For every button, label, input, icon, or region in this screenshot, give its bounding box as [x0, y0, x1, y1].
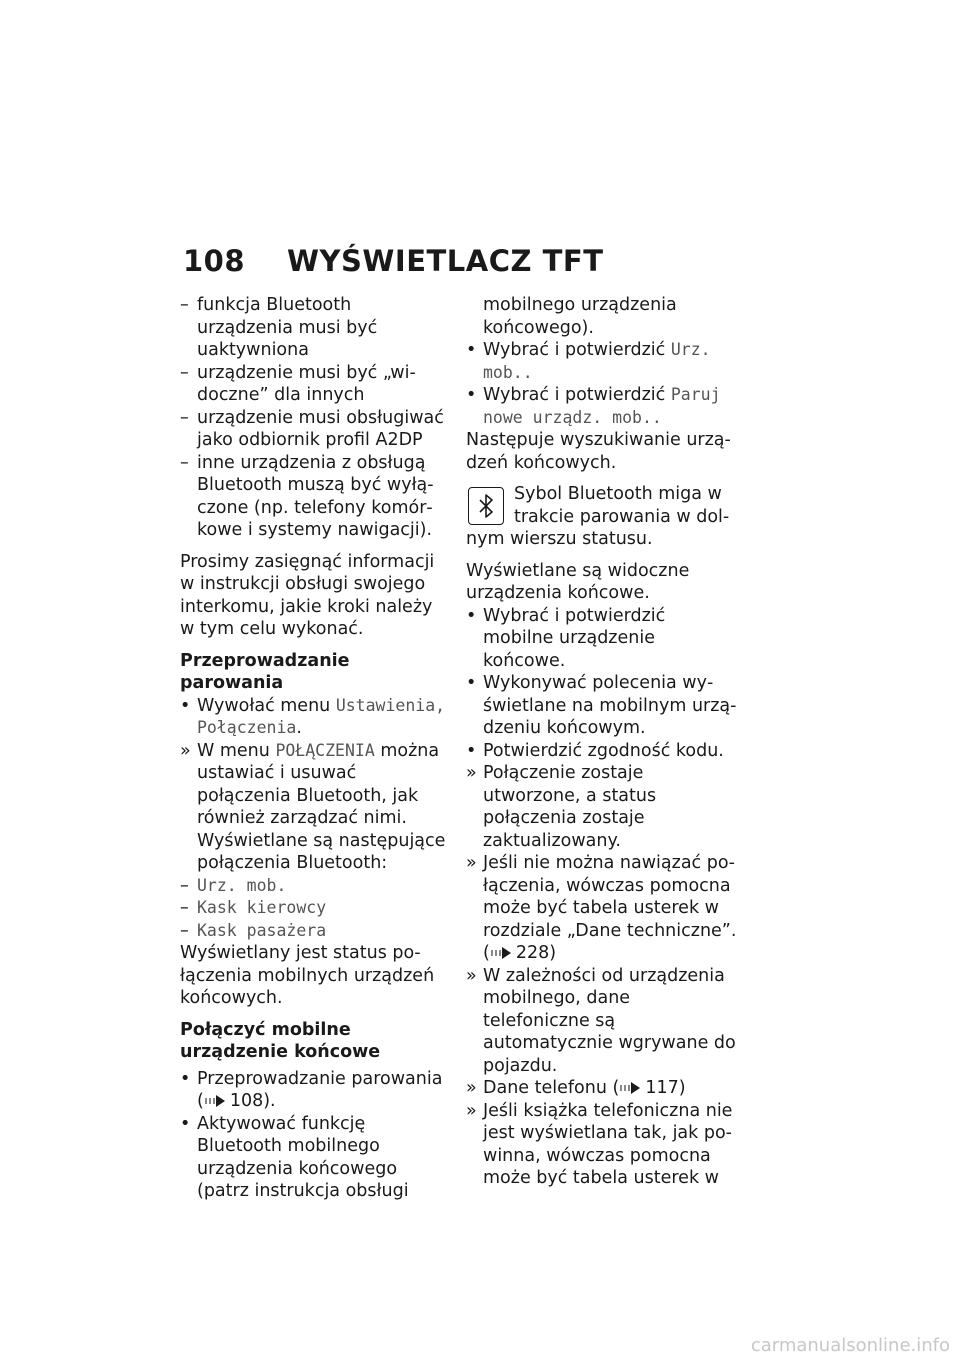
page-number: 108 — [183, 244, 246, 278]
list-item: • Aktywować funkcję Bluetooth mobilnego urządzenia końcowego (patrz instrukcja obsługi — [180, 1113, 409, 1201]
list-item: • Wywołać menu Ustawienia, Połączenia. — [180, 695, 446, 738]
page-header — [183, 244, 604, 278]
search-paragraph: Następuje wyszukiwanie urządzeń końcowych. — [466, 430, 731, 473]
page-reference-arrow-icon — [619, 1082, 641, 1094]
list-item: – funkcja Bluetooth urządzenia musi być uaktywniona — [180, 295, 378, 360]
section-heading-connect: Połączyć mobilne urządzenie końcowe — [180, 1019, 381, 1062]
right-column — [466, 294, 738, 1190]
intro-paragraph: Prosimy zasięgnąć informacji w instrukcji obsługi swojego interkomu, jakie kroki należy w tym celu wykonać. — [180, 551, 435, 639]
list-item: • Wykonywać polecenia wyświetlane na mobilnym urządzeniu końcowym. — [466, 673, 737, 738]
connection-item: – Urz. mob. — [180, 875, 287, 896]
menu-name: Paruj nowe urządz. mob. — [483, 385, 721, 427]
result-item: » W zależności od urządzenia mobilnego, dane telefoniczne są automatycznie wgrywane do pojazdu. — [466, 965, 736, 1076]
continued-text: mobilnego urządzenia końcowego). — [483, 295, 677, 338]
result-item: » Jeśli książka telefoniczna nie jest wyświetlana tak, jak powinna, wówczas pomocna może być tabela usterek w — [466, 1100, 733, 1188]
bluetooth-note: Sybol Bluetooth miga w trakcie parowania w dolnym wierszu statusu. — [466, 484, 730, 549]
result-item: » Połączenie zostaje utworzone, a status połączenia zostaje zaktualizowany. — [466, 763, 657, 851]
result-item: » Jeśli nie można nawiązać połączenia, wówczas pomocna może być tabela usterek w rozdziale „Dane techniczne”. ( 228) — [466, 853, 737, 963]
list-item: • Potwierdzić zgodność kodu. — [466, 740, 724, 761]
list-item: – inne urządzenia z obsługą Bluetooth muszą być wyłączone (np. telefony komórkowe i systemy nawigacji). — [180, 452, 434, 540]
bluetooth-icon — [468, 487, 504, 525]
left-column — [180, 294, 452, 1203]
page-title: WYŚWIETLACZ TFT — [287, 244, 604, 278]
list-item: – urządzenie musi być „widoczne” dla innych — [180, 362, 416, 405]
status-paragraph: Wyświetlany jest status połączenia mobilnych urządzeń końcowych. — [180, 943, 435, 1008]
list-item: – urządzenie musi obsługiwać jako odbiornik profil A2DP — [180, 407, 444, 450]
watermark[interactable]: carmanualsonline.info — [750, 1335, 950, 1356]
result-item: » W menu POŁĄCZENIA można ustawiać i usuwać połączenia Bluetooth, jak również zarządzać nimi. Wyświetlane są następujące połączenia Bluetooth: — [180, 740, 446, 873]
page-reference-arrow-icon — [490, 947, 512, 959]
menu-path: Ustawienia, Połączenia — [197, 695, 446, 737]
page-reference-arrow-icon — [204, 1095, 226, 1107]
list-item: • Przeprowadzanie parowania ( 108). — [180, 1068, 443, 1111]
menu-name: POŁĄCZENIA — [275, 740, 375, 760]
visible-devices-paragraph: Wyświetlane są widoczne urządzenia końcowe. — [466, 560, 690, 603]
list-item: • Wybrać i potwierdzić Urz. mob.. — [466, 340, 711, 382]
menu-name: Urz. mob. — [483, 340, 711, 382]
connection-item: – Kask pasażera — [180, 920, 327, 941]
connection-item: – Kask kierowcy — [180, 898, 327, 918]
list-item: • Wybrać i potwierdzić Paruj nowe urządz. mob.. — [466, 385, 721, 427]
list-item: • Wybrać i potwierdzić mobilne urządzenie końcowe. — [466, 605, 666, 671]
result-item: » Dane telefonu ( 117) — [466, 1078, 686, 1098]
section-heading-pairing: Przeprowadzanie parowania — [180, 650, 350, 693]
